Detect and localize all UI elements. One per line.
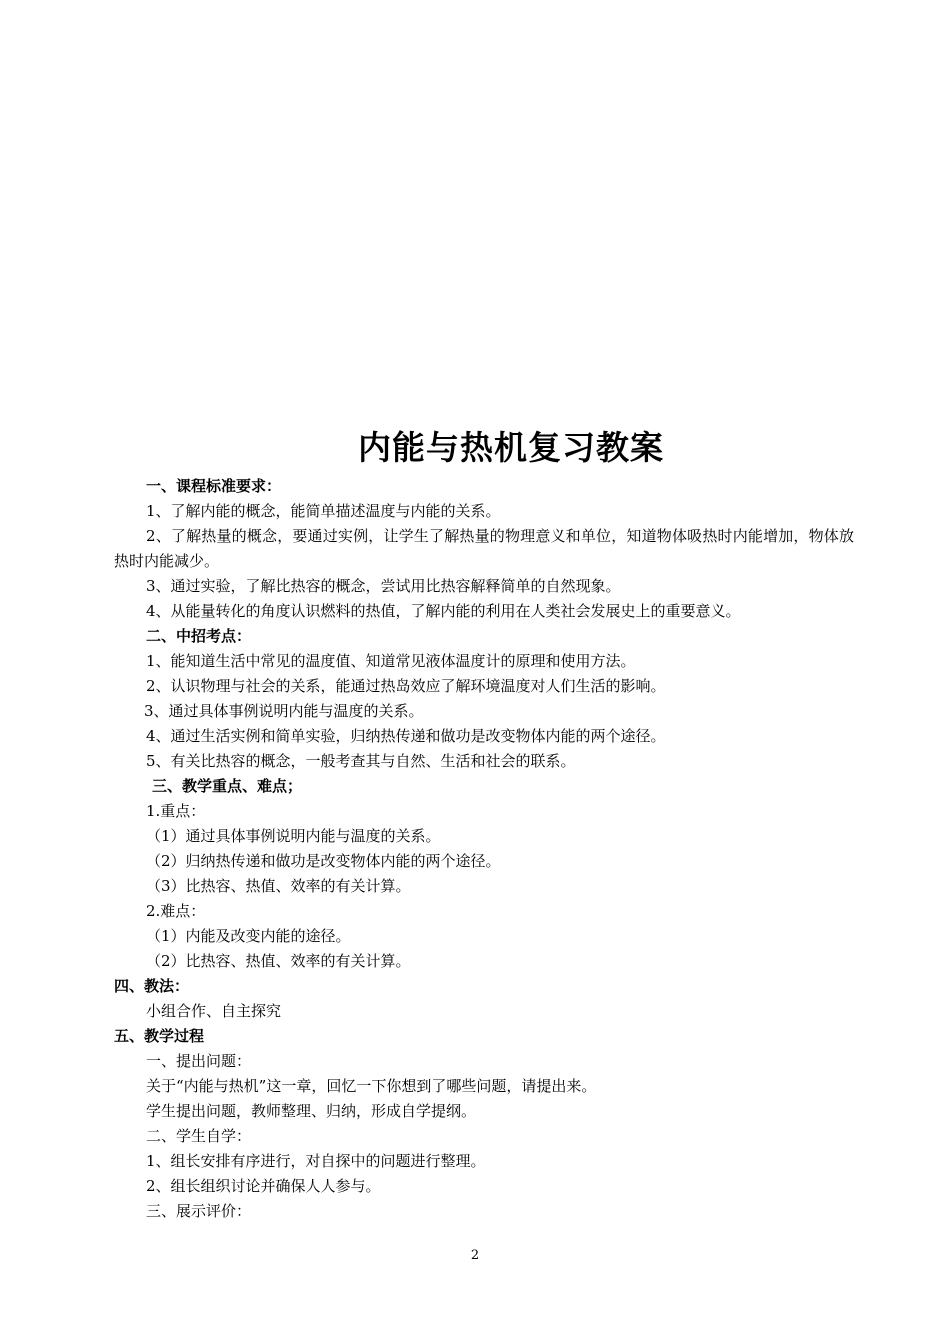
text-line: 2、了解热量的概念，要通过实例，让学生了解热量的物理意义和单位，知道物体吸热时内能增加，物体放热时内能减少。 bbox=[114, 527, 854, 570]
section-heading: 五、教学过程 bbox=[114, 1027, 205, 1045]
text-line: （2）比热容、热值、效率的有关计算。 bbox=[146, 952, 411, 970]
text-line: 4、从能量转化的角度认识燃料的热值，了解内能的利用在人类社会发展史上的重要意义。 bbox=[146, 602, 741, 620]
text-line: 三、展示评价： bbox=[146, 1202, 252, 1220]
text-line: （2）归纳热传递和做功是改变物体内能的两个途径。 bbox=[146, 852, 501, 870]
section-heading: 三、教学重点、难点； bbox=[152, 777, 303, 795]
text-line: （1）内能及改变内能的途径。 bbox=[146, 927, 351, 945]
text-line: 关于“内能与热机”这一章，回忆一下你想到了哪些问题，请提出来。 bbox=[146, 1077, 597, 1095]
section-heading: 一、课程标准要求： bbox=[146, 477, 282, 495]
text-line: 学生提出问题，教师整理、归纳，形成自学提纲。 bbox=[146, 1102, 477, 1120]
text-line: 5、有关比热容的概念，一般考查其与自然、生活和社会的联系。 bbox=[146, 752, 576, 770]
text-line: 2、组长组织讨论并确保人人参与。 bbox=[146, 1177, 381, 1195]
text-line: 2、认识物理与社会的关系，能通过热岛效应了解环境温度对人们生活的影响。 bbox=[146, 677, 666, 695]
section-heading: 四、教法： bbox=[114, 977, 190, 995]
text-line: 一、提出问题： bbox=[146, 1052, 252, 1070]
text-line: 1.重点： bbox=[146, 802, 206, 820]
text-line: 3、通过实验，了解比热容的概念，尝试用比热容解释简单的自然现象。 bbox=[146, 577, 621, 595]
text-line: 小组合作、自主探究 bbox=[146, 1002, 282, 1020]
page-number: 2 bbox=[470, 1248, 480, 1263]
text-line: 2.难点： bbox=[146, 902, 206, 920]
text-line: 1、了解内能的概念，能简单描述温度与内能的关系。 bbox=[146, 502, 501, 520]
section-heading: 二、中招考点： bbox=[146, 627, 252, 645]
document-body bbox=[114, 474, 854, 1224]
text-line: 1、组长安排有序进行，对自探中的问题进行整理。 bbox=[146, 1152, 486, 1170]
text-line: 二、学生自学： bbox=[146, 1127, 252, 1145]
text-line: （1）通过具体事例说明内能与温度的关系。 bbox=[146, 827, 441, 845]
document-title: 内能与热机复习教案 bbox=[358, 428, 664, 467]
text-line: 4、通过生活实例和简单实验，归纳热传递和做功是改变物体内能的两个途径。 bbox=[146, 727, 666, 745]
text-line: （3）比热容、热值、效率的有关计算。 bbox=[146, 877, 411, 895]
text-line: 3、通过具体事例说明内能与温度的关系。 bbox=[144, 702, 424, 720]
text-line: 1、能知道生活中常见的温度值、知道常见液体温度计的原理和使用方法。 bbox=[146, 652, 636, 670]
